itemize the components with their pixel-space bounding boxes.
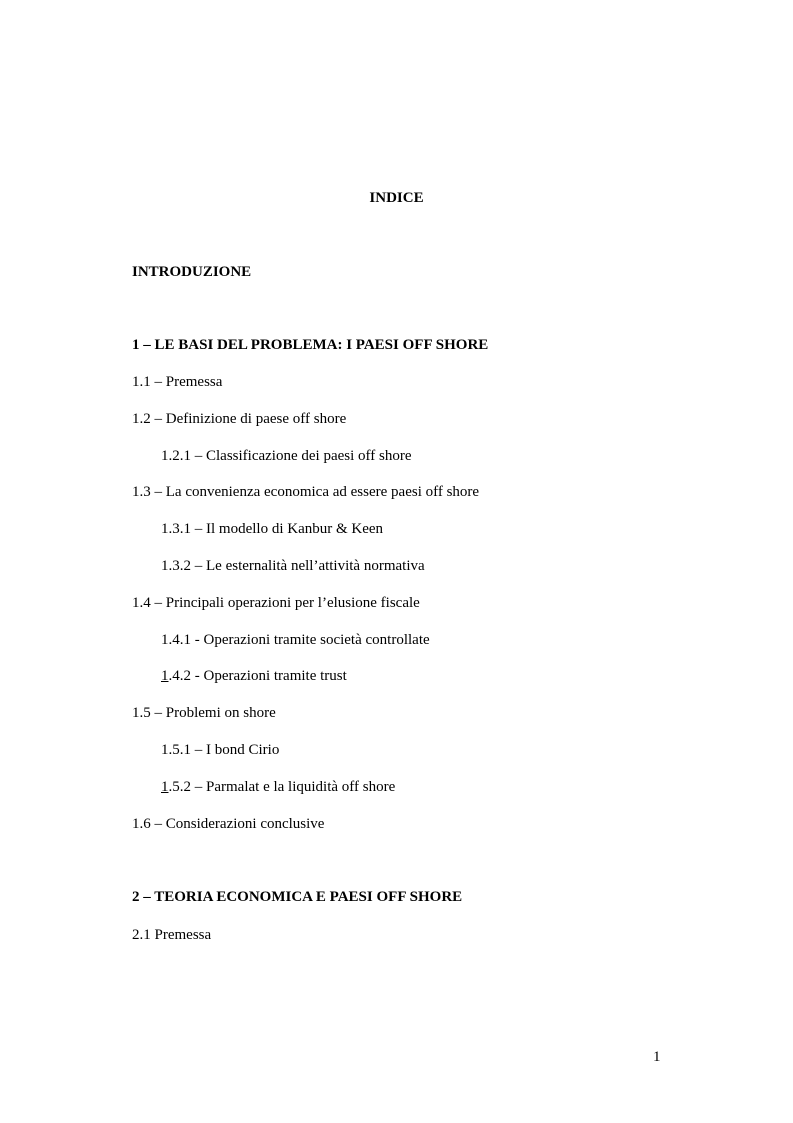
toc-section-1-3-1: 1.3.1 – Il modello di Kanbur & Keen: [161, 521, 384, 537]
toc-section-1-2-1: 1.2.1 – Classificazione dei paesi off shore: [161, 448, 412, 464]
toc-section-1-1: 1.1 – Premessa: [132, 374, 223, 390]
toc-section-1-3: 1.3 – La convenienza economica ad essere paesi off shore: [132, 484, 480, 500]
toc-section-1-4-2-text: .4.2 - Operazioni tramite trust: [168, 668, 347, 684]
toc-section-1-5-2: [161, 778, 395, 796]
toc-chapter-1: 1 – LE BASI DEL PROBLEMA: I PAESI OFF SHORE: [132, 337, 489, 353]
page-title: INDICE: [369, 190, 424, 206]
toc-section-1-4-2-marker: 1: [161, 668, 169, 684]
toc-section-1-4: 1.4 – Principali operazioni per l’elusione fiscale: [132, 595, 420, 611]
toc-section-1-5-2-marker: 1: [161, 779, 169, 795]
toc-section-1-6: 1.6 – Considerazioni conclusive: [132, 816, 325, 832]
toc-section-1-5-2-text: .5.2 – Parmalat e la liquidità off shore: [168, 779, 396, 795]
toc-section-1-3-2: 1.3.2 – Le esternalità nell’attività normativa: [161, 558, 425, 574]
page-number: 1: [653, 1049, 661, 1065]
toc-chapter-2: 2 – TEORIA ECONOMICA E PAESI OFF SHORE: [132, 889, 463, 905]
toc-section-1-4-2: [161, 667, 347, 685]
toc-section-1-4-1: 1.4.1 - Operazioni tramite società controllate: [161, 632, 430, 648]
toc-section-1-5: 1.5 – Problemi on shore: [132, 705, 276, 721]
toc-section-2-1: 2.1 Premessa: [132, 927, 212, 943]
toc-section-1-2: 1.2 – Definizione di paese off shore: [132, 411, 347, 427]
toc-intro: INTRODUZIONE: [132, 264, 252, 280]
toc-section-1-5-1: 1.5.1 – I bond Cirio: [161, 742, 280, 758]
